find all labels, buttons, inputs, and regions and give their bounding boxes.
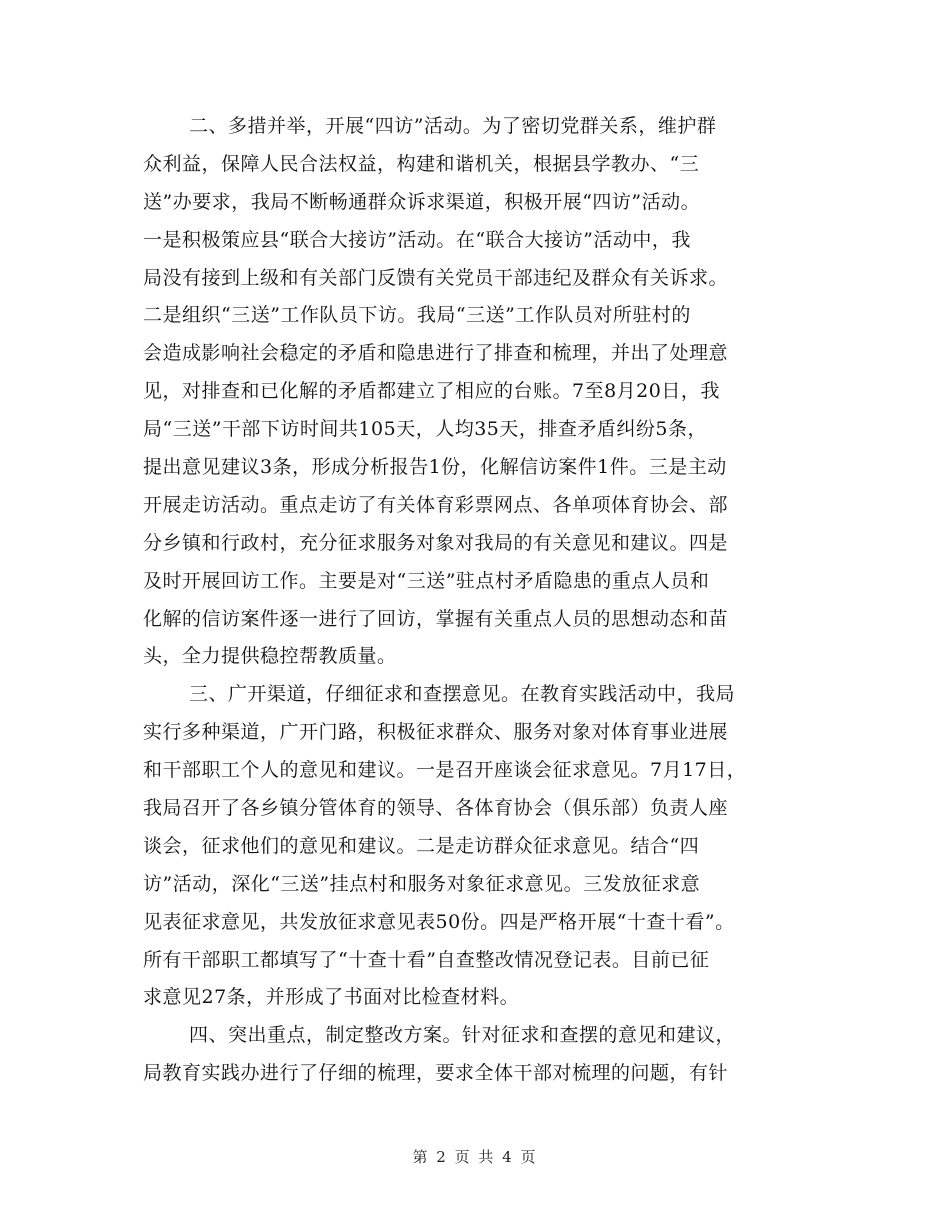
text-line: 一是积极策应县“联合大接访”活动。在“联合大接访”活动中，我: [143, 228, 691, 251]
text-line: 头，全力提供稳控帮教质量。: [143, 645, 397, 668]
text-line: 开展走访活动。重点走访了有关体育彩票网点、各单项体育协会、部: [143, 493, 729, 516]
text-line: 求意见27条，并形成了书面对比检查材料。: [143, 986, 520, 1009]
text-line: 会造成影响社会稳定的矛盾和隐患进行了排查和梳理，并出了处理意: [143, 342, 729, 365]
text-line: 局“三送”干部下访时间共105天，人均35天，排查矛盾纠纷5条，: [143, 418, 707, 441]
paragraph-first-line: 四、突出重点，制定整改方案。针对征求和查摆的意见和建议，: [189, 1024, 736, 1047]
text-line: 送”办要求，我局不断畅通群众诉求渠道，积极开展“四访”活动。: [143, 190, 701, 213]
paragraph-first-line: 三、广开渠道，仔细征求和查摆意见。在教育实践活动中，我局: [189, 683, 736, 706]
text-line: 谈会，征求他们的意见和建议。二是走访群众征求意见。结合“四: [143, 834, 700, 857]
text-line: 众利益，保障人民合法权益，构建和谐机关，根据县学教办、“三: [143, 152, 700, 175]
text-line: 化解的信访案件逐一进行了回访，掌握有关重点人员的思想动态和苗: [143, 607, 729, 630]
text-line: 我局召开了各乡镇分管体育的领导、各体育协会（俱乐部）负责人座: [143, 797, 729, 820]
text-line: 见表征求意见，共发放征求意见表50份。四是严格开展“十查十看”。: [143, 910, 735, 933]
document-body: [143, 108, 808, 1093]
text-line: 局教育实践办进行了仔细的梳理，要求全体干部对梳理的问题，有针: [143, 1062, 729, 1085]
text-line: 访”活动，深化“三送”挂点村和服务对象征求意见。三发放征求意: [143, 872, 701, 895]
text-line: 实行多种渠道，广开门路，积极征求群众、服务对象对体育事业进展: [143, 721, 729, 744]
text-line: 见，对排查和已化解的矛盾都建立了相应的台账。7至8月20日，我: [143, 380, 720, 403]
text-line: 二是组织“三送”工作队员下访。我局“三送”工作队员对所驻村的: [143, 304, 691, 327]
text-line: 局没有接到上级和有关部门反馈有关党员干部违纪及群众有关诉求。: [143, 266, 729, 289]
text-line: 和干部职工个人的意见和建议。一是召开座谈会征求意见。7月17日，: [143, 759, 747, 782]
page-number-footer: 第 2 页 共 4 页: [412, 1148, 538, 1166]
paragraph-first-line: 二、多措并举，开展“四访”活动。为了密切党群关系，维护群: [189, 115, 717, 137]
text-line: 分乡镇和行政村，充分征求服务对象对我局的有关意见和建议。四是: [143, 531, 729, 554]
text-line: 提出意见建议3条，形成分析报告1份，化解信访案件1件。三是主动: [143, 456, 727, 479]
text-line: 及时开展回访工作。主要是对“三送”驻点村矛盾隐患的重点人员和: [143, 569, 710, 592]
text-line: 所有干部职工都填写了“十查十看”自查整改情况登记表。目前已征: [143, 948, 710, 971]
